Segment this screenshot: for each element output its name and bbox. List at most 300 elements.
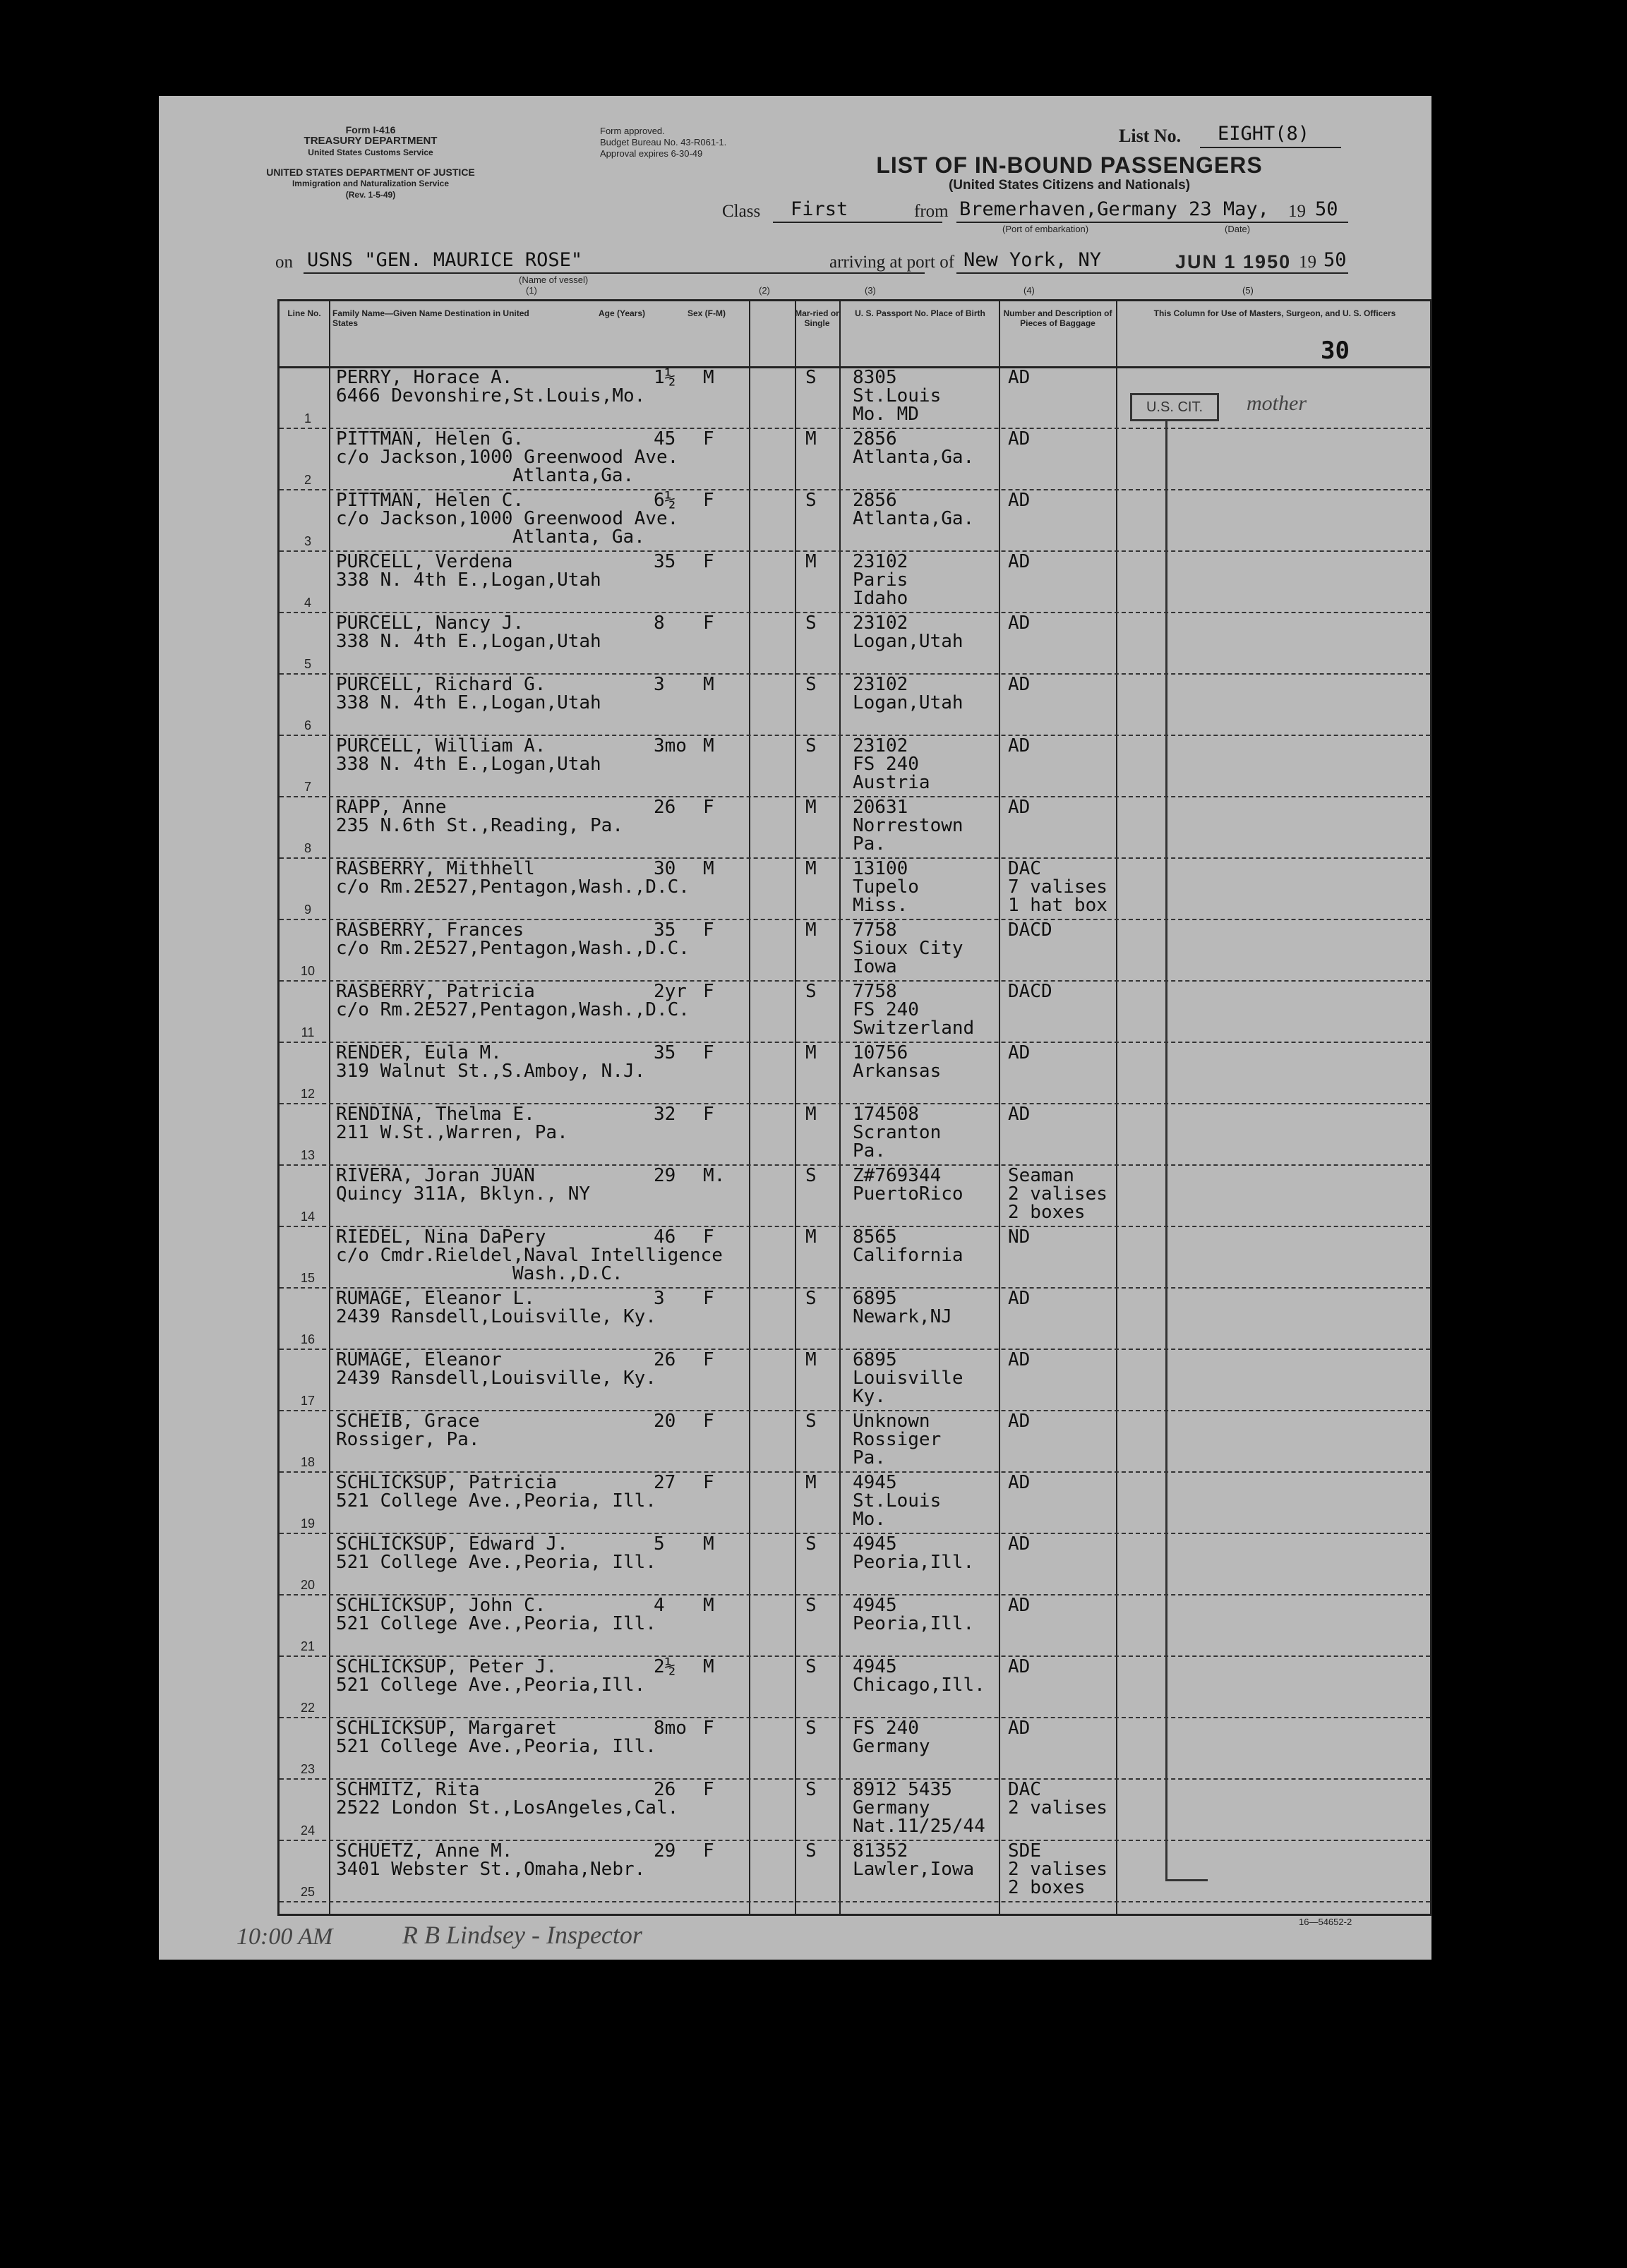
table-row <box>280 1103 1430 1166</box>
destination-cont: Atlanta,Ga. <box>512 465 635 486</box>
destination: 6466 Devonshire,St.Louis,Mo. <box>336 385 646 406</box>
column-number-2: (2) <box>759 285 770 296</box>
marital-status: S <box>805 674 817 695</box>
passport-number: Unknown <box>853 1411 930 1432</box>
destination: Quincy 311A, Bklyn., NY <box>336 1183 591 1205</box>
passenger-name: RASBERRY, Mithhell <box>336 858 535 879</box>
destination: 235 N.6th St.,Reading, Pa. <box>336 815 623 836</box>
line-number: 6 <box>304 718 311 732</box>
footer-code: 16—54652-2 <box>1299 1917 1352 1927</box>
header-passport: U. S. Passport No. Place of Birth <box>855 308 985 318</box>
place-of-birth: Atlanta,Ga. <box>853 508 975 529</box>
age: 46 <box>654 1226 676 1248</box>
marital-status: M <box>805 1349 817 1370</box>
column-number-1: (1) <box>526 285 537 296</box>
place-of-birth-cont: Iowa <box>853 956 897 977</box>
passport-number: 174508 <box>853 1104 919 1125</box>
passenger-name: PURCELL, William A. <box>336 735 546 756</box>
destination: 3401 Webster St.,Omaha,Nebr. <box>336 1859 646 1880</box>
destination: 2522 London St.,LosAngeles,Cal. <box>336 1797 679 1818</box>
sex: F <box>703 428 714 450</box>
marital-status: S <box>805 1779 817 1800</box>
passport-number: 7758 <box>853 919 897 941</box>
passport-number: 4945 <box>853 1533 897 1555</box>
vessel-caption: (Name of vessel) <box>519 275 589 285</box>
marital-status: S <box>805 1718 817 1739</box>
table-row <box>280 1349 1430 1411</box>
column-number-5: (5) <box>1242 285 1254 296</box>
baggage: Seaman <box>1008 1165 1074 1186</box>
destination-cont: Wash.,D.C. <box>512 1263 623 1284</box>
sex: F <box>703 1349 714 1370</box>
sex: F <box>703 1718 714 1739</box>
table-row <box>280 1226 1430 1289</box>
year-value: 50 <box>1315 198 1338 220</box>
place-of-birth: Scranton <box>853 1122 942 1143</box>
sex: F <box>703 981 714 1002</box>
place-of-birth: Peoria,Ill. <box>853 1552 975 1573</box>
sex: F <box>703 919 714 941</box>
line-number: 14 <box>300 1210 316 1224</box>
baggage: AD <box>1008 1533 1031 1555</box>
baggage-cont: 2 valises <box>1008 1183 1107 1205</box>
line-number: 24 <box>300 1823 316 1838</box>
table-row <box>280 1717 1430 1780</box>
arrival-year-prefix: 19 <box>1299 253 1316 272</box>
passenger-name: RENDER, Eula M. <box>336 1042 502 1063</box>
table-row <box>280 919 1430 982</box>
passport-number: 4945 <box>853 1656 897 1677</box>
place-of-birth: Atlanta,Ga. <box>853 447 975 468</box>
passport-number: 8305 <box>853 367 897 388</box>
baggage-cont: 7 valises <box>1008 876 1107 898</box>
passport-number: Z#769344 <box>853 1165 942 1186</box>
approval-line-1: Form approved. <box>600 126 665 136</box>
header-officers: This Column for Use of Masters, Surgeon, and U. S. Officers <box>1153 308 1396 318</box>
marital-status: S <box>805 1595 817 1616</box>
age: 6½ <box>654 490 676 511</box>
marital-status: M <box>805 1226 817 1248</box>
citizen-stamp: U.S. CIT. <box>1130 393 1219 421</box>
destination: Rossiger, Pa. <box>336 1429 480 1450</box>
baggage: DAC <box>1008 1779 1041 1800</box>
line-number: 21 <box>300 1639 316 1653</box>
marital-status: S <box>805 735 817 756</box>
table-row <box>280 1594 1430 1657</box>
marital-status: S <box>805 1533 817 1555</box>
class-value: First <box>791 198 848 220</box>
header-name: Family Name—Given Name Destination in United States <box>332 308 529 328</box>
age: 26 <box>654 797 676 818</box>
table-row <box>280 1840 1430 1902</box>
passenger-name: RUMAGE, Eleanor <box>336 1349 502 1370</box>
arrival-date-stamp: JUN 1 1950 <box>1175 251 1292 272</box>
table-row <box>280 673 1430 736</box>
passenger-name: SCHMITZ, Rita <box>336 1779 480 1800</box>
vessel-name: USNS "GEN. MAURICE ROSE" <box>307 249 583 271</box>
line-number: 10 <box>300 964 316 978</box>
passenger-table <box>277 299 1432 1916</box>
passport-number: 6895 <box>853 1349 897 1370</box>
marital-status: S <box>805 981 817 1002</box>
baggage: DAC <box>1008 858 1041 879</box>
baggage: AD <box>1008 551 1031 572</box>
baggage: AD <box>1008 1718 1031 1739</box>
column-number-4: (4) <box>1023 285 1035 296</box>
destination: 338 N. 4th E.,Logan,Utah <box>336 692 601 713</box>
dept-justice: UNITED STATES DEPARTMENT OF JUSTICE <box>266 167 475 178</box>
table-row <box>280 550 1430 613</box>
table-row <box>280 1471 1430 1534</box>
marital-status: M <box>805 1104 817 1125</box>
place-of-birth: Norrestown <box>853 815 963 836</box>
destination: 2439 Ransdell,Louisville, Ky. <box>336 1306 656 1327</box>
place-of-birth-cont: Idaho <box>853 588 908 609</box>
marital-status: S <box>805 1840 817 1862</box>
place-of-birth: Germany <box>853 1797 930 1818</box>
age: 35 <box>654 1042 676 1063</box>
line-number: 12 <box>300 1087 316 1101</box>
sex: F <box>703 613 714 634</box>
age: 8 <box>654 613 665 634</box>
line-number: 15 <box>300 1271 316 1285</box>
passport-number: 7758 <box>853 981 897 1002</box>
age: 26 <box>654 1349 676 1370</box>
place-of-birth: St.Louis <box>853 1490 942 1512</box>
baggage: AD <box>1008 1104 1031 1125</box>
age: 35 <box>654 551 676 572</box>
age: 2yr <box>654 981 687 1002</box>
line-number: 25 <box>300 1885 316 1899</box>
place-of-birth: St.Louis <box>853 385 942 406</box>
list-no-label: List No. <box>1119 126 1182 146</box>
passport-number: 4945 <box>853 1472 897 1493</box>
manifest-sheet <box>159 96 1431 1960</box>
destination: 338 N. 4th E.,Logan,Utah <box>336 569 601 591</box>
sex: F <box>703 1779 714 1800</box>
line-number: 19 <box>300 1516 316 1531</box>
passenger-name: SCHEIB, Grace <box>336 1411 480 1432</box>
column-number-3: (3) <box>865 285 876 296</box>
age: 2½ <box>654 1656 676 1677</box>
footer-time: 10:00 AM <box>236 1924 333 1950</box>
passport-number: 81352 <box>853 1840 908 1862</box>
passport-number: 10756 <box>853 1042 908 1063</box>
destination-cont: Atlanta, Ga. <box>512 526 645 548</box>
from-label: from <box>914 202 949 221</box>
table-row <box>280 489 1430 552</box>
destination: c/o Cmdr.Rieldel,Naval Intelligence <box>336 1245 723 1266</box>
passport-number: 23102 <box>853 735 908 756</box>
place-of-birth-cont: Pa. <box>853 833 886 855</box>
age: 4 <box>654 1595 665 1616</box>
place-of-birth: Logan,Utah <box>853 631 963 652</box>
place-of-birth-cont: Nat.11/25/44 <box>853 1816 985 1837</box>
age: 32 <box>654 1104 676 1125</box>
age: 29 <box>654 1840 676 1862</box>
marital-status: S <box>805 367 817 388</box>
line-number: 1 <box>304 411 311 426</box>
destination: 338 N. 4th E.,Logan,Utah <box>336 754 601 775</box>
baggage: DACD <box>1008 981 1052 1002</box>
destination: 521 College Ave.,Peoria, Ill. <box>336 1490 656 1512</box>
passenger-name: PITTMAN, Helen C. <box>336 490 524 511</box>
date-caption: (Date) <box>1225 224 1251 234</box>
officer-vertical-mark <box>1165 420 1167 1881</box>
line-number: 7 <box>304 780 311 794</box>
sex: F <box>703 1411 714 1432</box>
header-sex: Sex (F-M) <box>688 308 726 318</box>
sex: F <box>703 1288 714 1309</box>
destination: 319 Walnut St.,S.Amboy, N.J. <box>336 1061 646 1082</box>
baggage: AD <box>1008 1042 1031 1063</box>
age: 29 <box>654 1165 676 1186</box>
line-number: 20 <box>300 1578 316 1592</box>
marital-status: M <box>805 551 817 572</box>
line-number: 18 <box>300 1455 316 1469</box>
marital-status: M <box>805 1472 817 1493</box>
passenger-name: RENDINA, Thelma E. <box>336 1104 535 1125</box>
sex: F <box>703 1840 714 1862</box>
age: 8mo <box>654 1718 687 1739</box>
baggage: AD <box>1008 1411 1031 1432</box>
place-of-birth-cont: Mo. MD <box>853 404 919 425</box>
baggage: AD <box>1008 1472 1031 1493</box>
place-of-birth-cont: Pa. <box>853 1447 886 1468</box>
sex: M <box>703 1533 714 1555</box>
age: 35 <box>654 919 676 941</box>
age: 27 <box>654 1472 676 1493</box>
passenger-name: SCHLICKSUP, Edward J. <box>336 1533 568 1555</box>
baggage: ND <box>1008 1226 1031 1248</box>
header-married: Mar-ried or Single <box>795 308 839 328</box>
baggage: AD <box>1008 674 1031 695</box>
sex: M <box>703 1656 714 1677</box>
sex: M <box>703 674 714 695</box>
baggage: SDE <box>1008 1840 1041 1862</box>
year-prefix: 19 <box>1288 202 1306 221</box>
marital-status: S <box>805 490 817 511</box>
table-row <box>280 796 1430 859</box>
place-of-birth: FS 240 <box>853 999 919 1020</box>
place-of-birth: Newark,NJ <box>853 1306 952 1327</box>
age: 45 <box>654 428 676 450</box>
sex: M <box>703 858 714 879</box>
arrival-year: 50 <box>1323 249 1347 271</box>
place-of-birth-cont: Miss. <box>853 895 908 916</box>
place-of-birth-cont: Switzerland <box>853 1018 975 1039</box>
header-baggage: Number and Description of Pieces of Baggage <box>1003 308 1112 328</box>
line-number: 17 <box>300 1394 316 1408</box>
table-row <box>280 428 1430 490</box>
passport-number: 20631 <box>853 797 908 818</box>
age: 3mo <box>654 735 687 756</box>
passport-number: 23102 <box>853 674 908 695</box>
passenger-name: SCHLICKSUP, Peter J. <box>336 1656 558 1677</box>
table-row <box>280 1778 1430 1841</box>
place-of-birth: Tupelo <box>853 876 919 898</box>
form-revision: (Rev. 1-5-49) <box>345 190 396 200</box>
table-row <box>280 1655 1430 1718</box>
sex: M <box>703 1595 714 1616</box>
table-row <box>280 1533 1430 1596</box>
marital-status: M <box>805 1042 817 1063</box>
age: 30 <box>654 858 676 879</box>
list-no-value: EIGHT(8) <box>1218 123 1310 145</box>
class-label: Class <box>722 202 761 221</box>
place-of-birth: Louisville <box>853 1368 963 1389</box>
age: 3 <box>654 674 665 695</box>
table-row <box>280 1287 1430 1350</box>
place-of-birth: Arkansas <box>853 1061 942 1082</box>
baggage: AD <box>1008 613 1031 634</box>
age: 5 <box>654 1533 665 1555</box>
approval-line-2: Budget Bureau No. 43-R061-1. <box>600 137 727 147</box>
table-row <box>280 980 1430 1043</box>
passenger-name: RUMAGE, Eleanor L. <box>336 1288 535 1309</box>
line-number: 23 <box>300 1762 316 1776</box>
place-of-birth: Sioux City <box>853 938 963 959</box>
passenger-name: RASBERRY, Frances <box>336 919 524 941</box>
approval-line-3: Approval expires 6-30-49 <box>600 148 703 159</box>
marital-status: S <box>805 613 817 634</box>
destination: c/o Jackson,1000 Greenwood Ave. <box>336 508 679 529</box>
destination: c/o Rm.2E527,Pentagon,Wash.,D.C. <box>336 938 690 959</box>
baggage: AD <box>1008 735 1031 756</box>
sex: F <box>703 797 714 818</box>
line-number: 16 <box>300 1332 316 1346</box>
line-number: 5 <box>304 657 311 671</box>
baggage-cont-2: 2 boxes <box>1008 1877 1086 1898</box>
destination: 2439 Ransdell,Louisville, Ky. <box>336 1368 656 1389</box>
age: 3 <box>654 1288 665 1309</box>
sex: F <box>703 1042 714 1063</box>
sex: M <box>703 367 714 388</box>
passenger-name: RIEDEL, Nina DaPery <box>336 1226 546 1248</box>
baggage: AD <box>1008 1656 1031 1677</box>
table-row <box>280 1042 1430 1104</box>
place-of-birth: Chicago,Ill. <box>853 1675 985 1696</box>
baggage: AD <box>1008 490 1031 511</box>
port-caption: (Port of embarkation) <box>1002 224 1089 234</box>
line-number: 8 <box>304 841 311 855</box>
place-of-birth: Logan,Utah <box>853 692 963 713</box>
destination: 521 College Ave.,Peoria, Ill. <box>336 1552 656 1573</box>
place-of-birth: Germany <box>853 1736 930 1757</box>
passport-number: FS 240 <box>853 1718 919 1739</box>
place-of-birth: California <box>853 1245 963 1266</box>
passport-number: 4945 <box>853 1595 897 1616</box>
header-line-no: Line No. <box>287 308 321 318</box>
on-label: on <box>275 253 293 272</box>
baggage: AD <box>1008 428 1031 450</box>
form-number: Form I-416 <box>345 124 396 135</box>
passenger-name: PITTMAN, Helen G. <box>336 428 524 450</box>
line-number: 13 <box>300 1148 316 1162</box>
passport-number: 23102 <box>853 551 908 572</box>
passport-number: 8912 5435 <box>853 1779 952 1800</box>
passport-number: 13100 <box>853 858 908 879</box>
passenger-name: RAPP, Anne <box>336 797 447 818</box>
from-value: Bremerhaven,Germany 23 May, <box>959 198 1269 220</box>
passport-number: 2856 <box>853 428 897 450</box>
table-row <box>280 857 1430 920</box>
officer-note: mother <box>1247 392 1307 415</box>
table-row <box>280 612 1430 675</box>
line-number: 3 <box>304 534 311 548</box>
destination: 211 W.St.,Warren, Pa. <box>336 1122 568 1143</box>
sex: F <box>703 490 714 511</box>
place-of-birth: Rossiger <box>853 1429 942 1450</box>
age: 26 <box>654 1779 676 1800</box>
passport-number: 23102 <box>853 613 908 634</box>
destination: 521 College Ave.,Peoria,Ill. <box>336 1675 646 1696</box>
age: 20 <box>654 1411 676 1432</box>
marital-status: S <box>805 1656 817 1677</box>
marital-status: S <box>805 1411 817 1432</box>
marital-status: M <box>805 919 817 941</box>
baggage: AD <box>1008 1595 1031 1616</box>
table-row <box>280 735 1430 797</box>
line-number: 2 <box>304 473 311 487</box>
sex: M. <box>703 1165 726 1186</box>
passenger-name: PURCELL, Nancy J. <box>336 613 524 634</box>
line-number: 9 <box>304 903 311 917</box>
passenger-name: PERRY, Horace A. <box>336 367 513 388</box>
baggage-cont-2: 1 hat box <box>1008 895 1107 916</box>
age: 1½ <box>654 367 676 388</box>
place-of-birth-cont: Ky. <box>853 1386 886 1407</box>
passenger-name: PURCELL, Verdena <box>336 551 513 572</box>
marital-status: S <box>805 1165 817 1186</box>
line-number: 4 <box>304 596 311 610</box>
dept-treasury-sub: United States Customs Service <box>308 147 433 157</box>
baggage-cont-2: 2 boxes <box>1008 1202 1086 1223</box>
baggage: AD <box>1008 1349 1031 1370</box>
baggage: AD <box>1008 1288 1031 1309</box>
destination: c/o Rm.2E527,Pentagon,Wash.,D.C. <box>336 876 690 898</box>
destination: 521 College Ave.,Peoria, Ill. <box>336 1736 656 1757</box>
header-age: Age (Years) <box>598 308 646 318</box>
officer-mark-end <box>1165 1879 1208 1881</box>
marital-status: M <box>805 858 817 879</box>
passenger-name: SCHLICKSUP, Margaret <box>336 1718 558 1739</box>
place-of-birth-cont: Mo. <box>853 1509 886 1530</box>
inspector-signature: R B Lindsey - Inspector <box>402 1921 642 1949</box>
destination: 338 N. 4th E.,Logan,Utah <box>336 631 601 652</box>
line-number: 11 <box>301 1025 315 1039</box>
dept-justice-sub: Immigration and Naturalization Service <box>292 179 450 188</box>
sex: M <box>703 735 714 756</box>
sex: F <box>703 1104 714 1125</box>
sex: F <box>703 551 714 572</box>
place-of-birth-cont: Austria <box>853 772 930 793</box>
place-of-birth: PuertoRico <box>853 1183 963 1205</box>
passport-number: 2856 <box>853 490 897 511</box>
arrival-port: New York, NY <box>963 249 1102 271</box>
page-title: LIST OF IN-BOUND PASSENGERS <box>876 152 1263 178</box>
baggage: DACD <box>1008 919 1052 941</box>
passport-number: 8565 <box>853 1226 897 1248</box>
destination: c/o Rm.2E527,Pentagon,Wash.,D.C. <box>336 999 690 1020</box>
arriving-label: arriving at port of <box>829 253 955 272</box>
dept-treasury: TREASURY DEPARTMENT <box>304 135 438 147</box>
place-of-birth: FS 240 <box>853 754 919 775</box>
destination: 521 College Ave.,Peoria, Ill. <box>336 1613 656 1634</box>
place-of-birth: Peoria,Ill. <box>853 1613 975 1634</box>
baggage-cont: 2 valises <box>1008 1859 1107 1880</box>
baggage: AD <box>1008 797 1031 818</box>
